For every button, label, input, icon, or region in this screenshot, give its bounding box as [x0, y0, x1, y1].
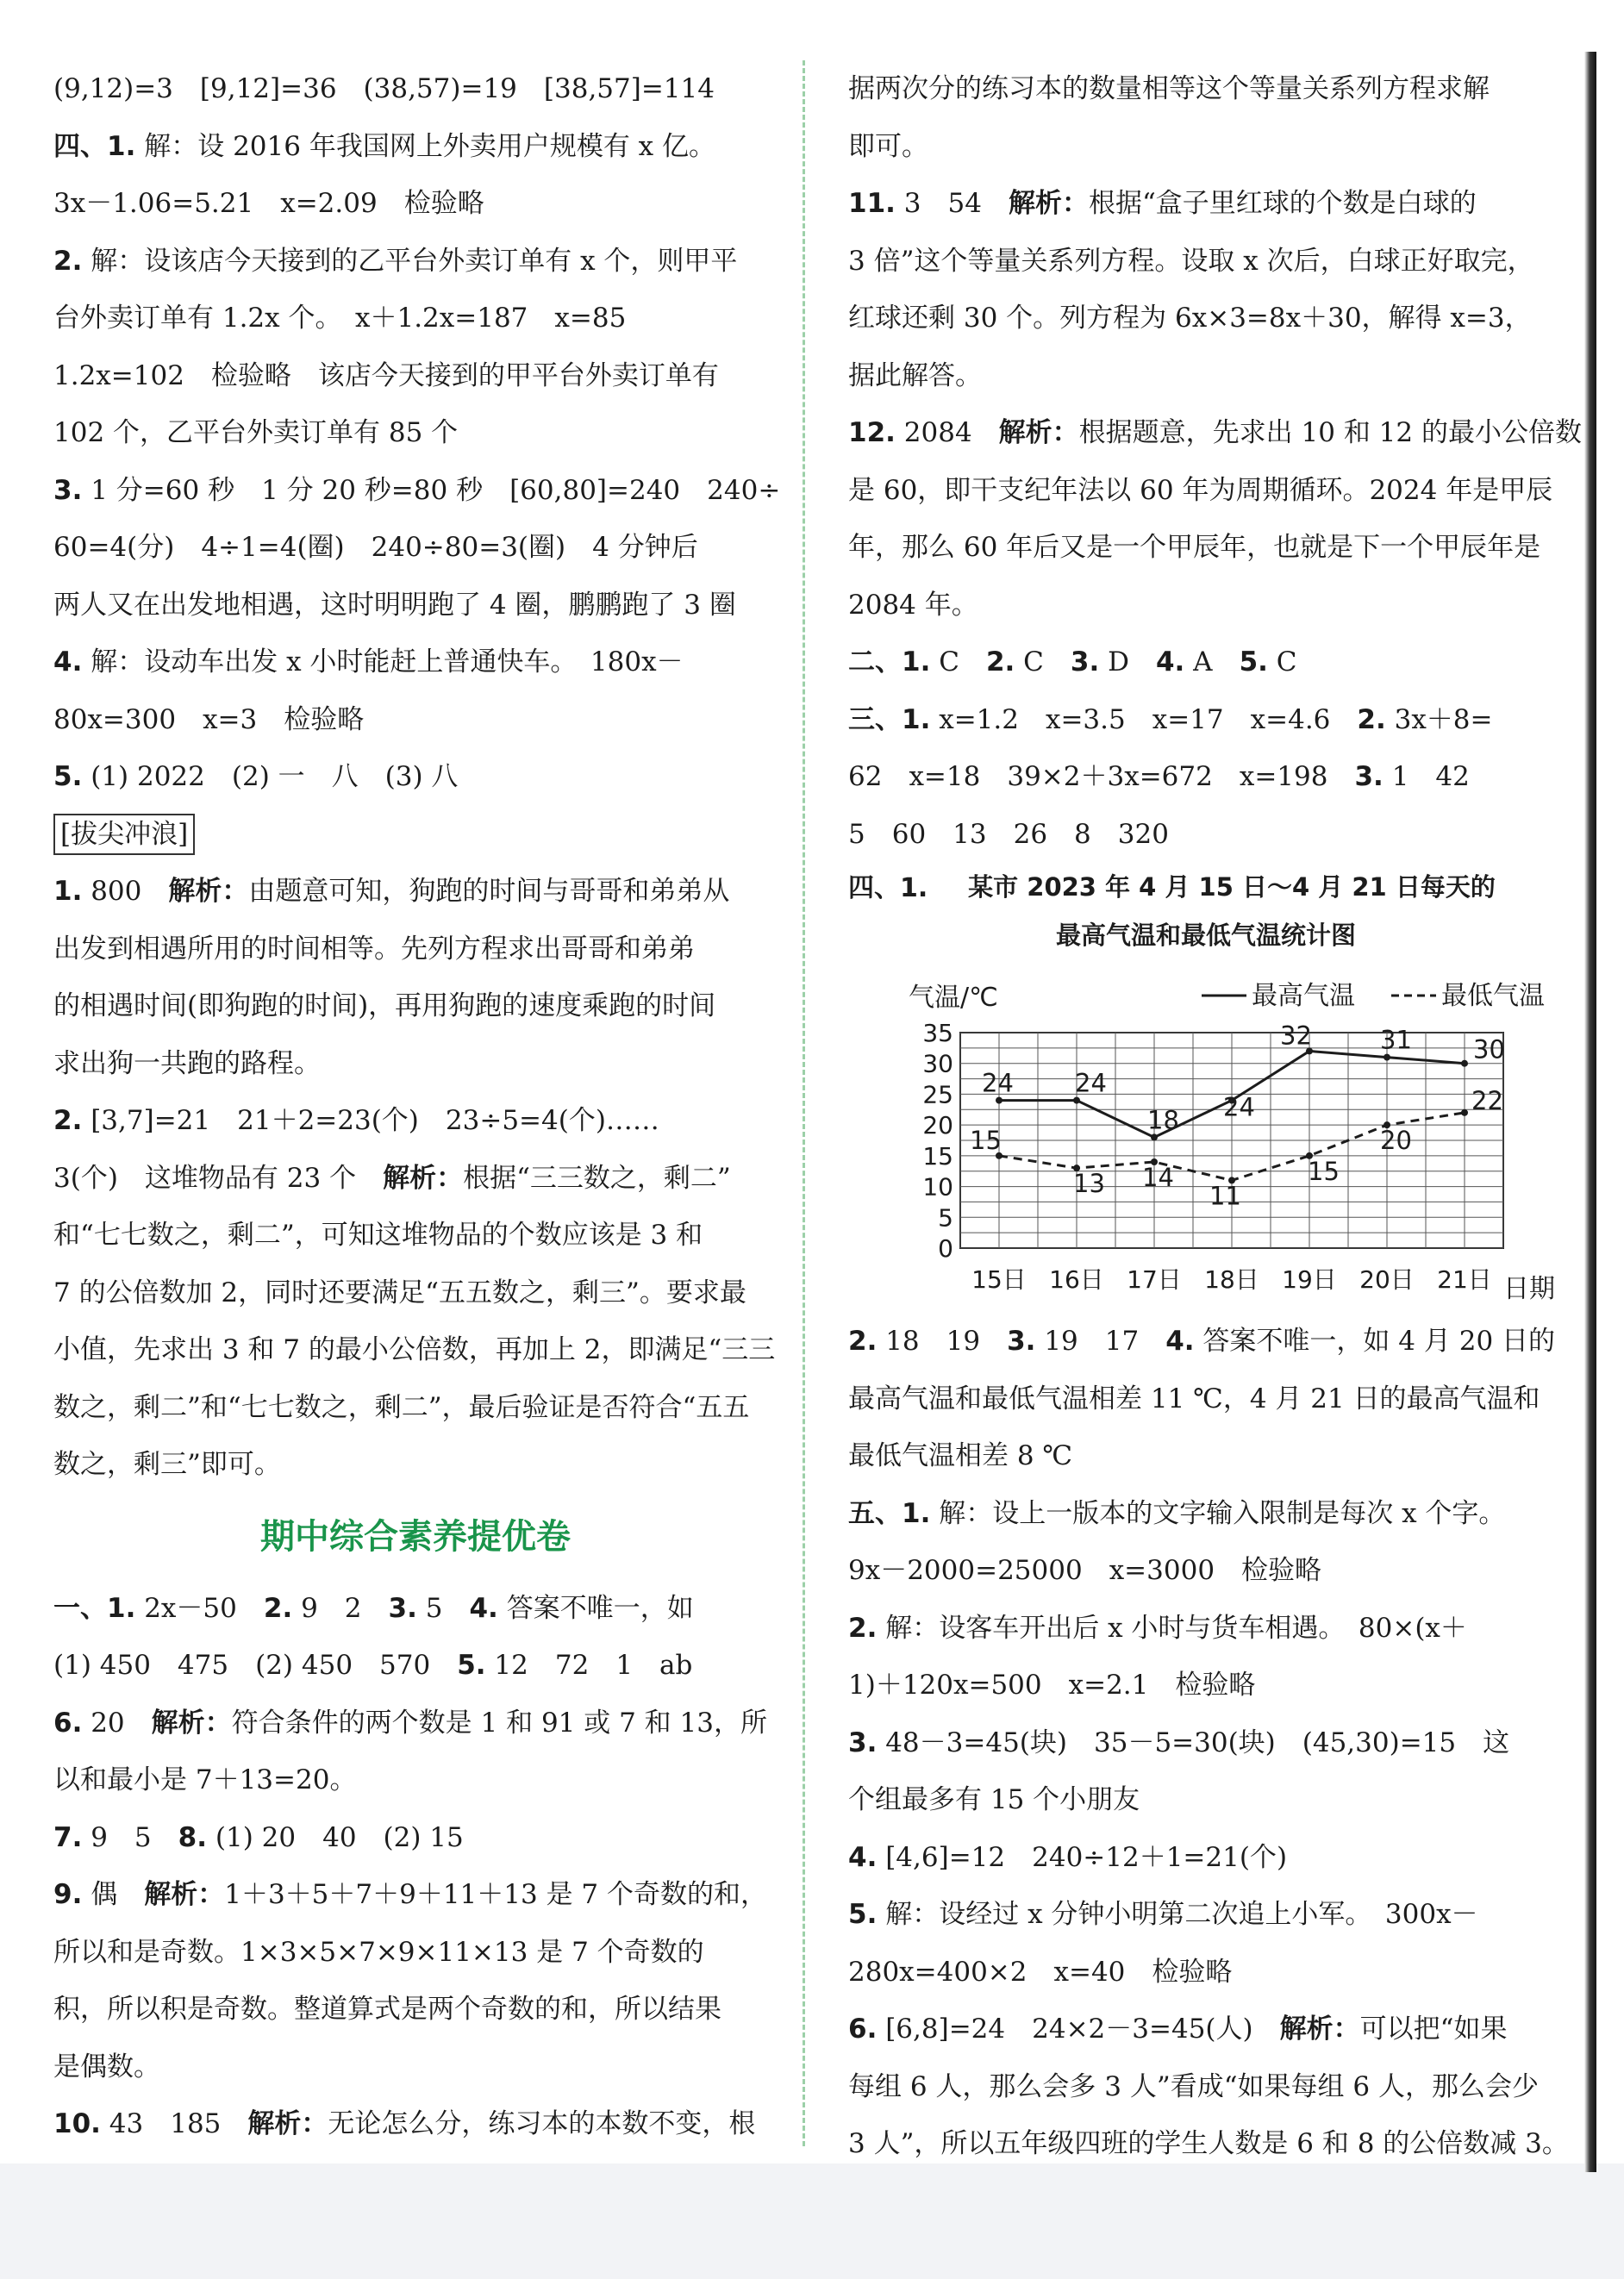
chart-y-axis-label: 气温/℃ [909, 983, 998, 1013]
answer-line: 1. 800 解析：由题意可知，狗跑的时间与哥哥和弟弟从 [53, 876, 730, 907]
answer-line: 11. 3 54 解析：根据“盒子里红球的个数是白球的 [848, 188, 1477, 219]
chart-y-tick-label: 20 [922, 1111, 953, 1140]
chart-data-label: 30 [1473, 1034, 1505, 1065]
answer-line: 3. 1 分=60 秒 1 分 20 秒=80 秒 [60,80]=240 240÷ [53, 474, 781, 506]
answer-line: 3x－1.06=5.21 x=2.09 检验略 [53, 188, 484, 219]
answer-line: 2. [3,7]=21 21＋2=23(个) 23÷5=4(个)…… [53, 1105, 659, 1136]
answer-line: 4. [4,6]=12 240÷12＋1=21(个) [848, 1841, 1288, 1873]
answer-line: 和“七七数之，剩二”，可知这堆物品的个数应该是 3 和 [53, 1220, 703, 1251]
right-column [848, 60, 1582, 2173]
chart-x-tick-label: 20日 [1359, 1265, 1415, 1294]
answer-line: 1)＋120x=500 x=2.1 检验略 [848, 1670, 1256, 1701]
answer-line: 红球还剩 30 个。列方程为 6x×3=8x＋30，解得 x=3， [848, 303, 1532, 334]
temperature-chart [848, 959, 1564, 1313]
chart-y-tick-label: 30 [922, 1049, 953, 1078]
answer-line: 台外卖订单有 1.2x 个。 x＋1.2x=187 x=85 [53, 303, 627, 334]
chart-data-point [1151, 1133, 1158, 1140]
answer-line: 7 的公倍数加 2，同时还要满足“五五数之，剩三”。要求最 [53, 1277, 746, 1308]
answer-line: 三、1. x=1.2 x=3.5 x=17 x=4.6 2. 3x＋8= [848, 703, 1493, 735]
answer-line: 年，那么 60 年后又是一个甲辰年，也就是下一个甲辰年是 [848, 532, 1541, 563]
answer-line: 9x－2000=25000 x=3000 检验略 [848, 1555, 1322, 1586]
chart-data-label: 20 [1380, 1126, 1412, 1156]
answer-line: 60=4(分) 4÷1=4(圈) 240÷80=3(圈) 4 分钟后 [53, 532, 698, 563]
chart-legend-label: 最高气温 [1252, 981, 1355, 1011]
answer-line: 所以和是奇数。1×3×5×7×9×11×13 是 7 个奇数的 [53, 1936, 704, 1968]
answer-line: 3(个) 这堆物品有 23 个 解析：根据“三三数之，剩二” [53, 1162, 731, 1194]
chart-data-label: 32 [1280, 1021, 1312, 1051]
chart-series [970, 1021, 1505, 1210]
answer-line: 3 人”，所以五年级四班的学生人数是 6 和 8 的公倍数减 3。 [848, 2128, 1569, 2159]
left-column [53, 60, 781, 2153]
answer-line: 12. 2084 解析：根据题意，先求出 10 和 12 的最小公倍数 [848, 417, 1582, 448]
answer-line: 是 60，即干支纪年法以 60 年为周期循环。2024 年是甲辰 [848, 474, 1553, 506]
chart-subtitle: 最高气温和最低气温统计图 [1055, 921, 1356, 950]
chart-x-axis-label: 日期 [1503, 1274, 1555, 1304]
chart-y-tick-label: 25 [922, 1080, 953, 1109]
answer-line: 是偶数。 [53, 2051, 160, 2082]
answer-line: 9. 偶 解析：1＋3＋5＋7＋9＋11＋13 是 7 个奇数的和， [53, 1879, 768, 1910]
answer-line: 6. [6,8]=24 24×2－3=45(人) 解析：可以把“如果 [848, 2014, 1508, 2045]
answer-line: 据此解答。 [848, 359, 982, 391]
chart-data-label: 24 [982, 1068, 1014, 1098]
chart-data-label: 15 [970, 1125, 1002, 1155]
chart-data-point [1073, 1097, 1080, 1104]
chart-data-label: 24 [1223, 1092, 1255, 1122]
answer-line: 据两次分的练习本的数量相等这个等量关系列方程求解 [848, 73, 1490, 104]
answer-line: 280x=400×2 x=40 检验略 [848, 1956, 1233, 1988]
answer-line: 最低气温相差 8 ℃ [848, 1440, 1073, 1471]
chart-y-tick-label: 5 [938, 1203, 953, 1233]
section-tag: [拔尖冲浪] [53, 814, 195, 855]
answer-line: 以和最小是 7＋13=20。 [53, 1764, 357, 1795]
answer-line: 的相遇时间(即狗跑的时间)，再用狗跑的速度乘跑的时间 [53, 990, 716, 1021]
chart-svg [848, 959, 1564, 1313]
answer-line: 个组最多有 15 个小朋友 [848, 1784, 1140, 1815]
answer-line: 一、1. 2x－50 2. 9 2 3. 5 4. 答案不唯一，如 [53, 1592, 694, 1624]
answer-line: 1.2x=102 检验略 该店今天接到的甲平台外卖订单有 [53, 359, 719, 391]
answer-line: 积，所以积是奇数。整道算式是两个奇数的和，所以结果 [53, 1994, 721, 2025]
chart-y-tick-label: 10 [922, 1172, 953, 1202]
chart-legend-label: 最低气温 [1441, 981, 1545, 1011]
answer-line: 数之，剩二”和“七七数之，剩二”，最后验证是否符合“五五 [53, 1391, 750, 1423]
answer-line: (1) 450 475 (2) 450 570 5. 12 72 1 ab [53, 1650, 693, 1681]
chart-x-tick-label: 15日 [971, 1265, 1027, 1294]
answer-line: 最高气温和最低气温相差 11 ℃，4 月 21 日的最高气温和 [848, 1383, 1540, 1414]
section-title: 期中综合素养提优卷 [260, 1516, 571, 1557]
answer-line: 两人又在出发地相遇，这时明明跑了 4 圈，鹏鹏跑了 3 圈 [53, 589, 736, 621]
chart-x-ticks [971, 1265, 1492, 1294]
answer-line: 四、1. 解：设 2016 年我国网上外卖用户规模有 x 亿。 [53, 130, 716, 162]
answer-line: 即可。 [848, 130, 928, 162]
chart-data-point [1384, 1054, 1390, 1061]
chart-data-label: 13 [1073, 1169, 1105, 1199]
answer-line: 出发到相遇所用的时间相等。先列方程求出哥哥和弟弟 [53, 933, 695, 965]
answer-line: 10. 43 185 解析：无论怎么分，练习本的本数不变，根 [53, 2108, 756, 2139]
answer-line: 2. 解：设该店今天接到的乙平台外卖订单有 x 个，则甲平 [53, 245, 738, 277]
chart-data-label: 24 [1075, 1068, 1107, 1098]
chart-question-line: 四、1. [848, 873, 928, 903]
chart-y-tick-label: 0 [938, 1234, 953, 1263]
chart-data-point [1461, 1109, 1468, 1116]
answer-line: 2. 解：设客车开出后 x 小时与货车相遇。 80×(x＋ [848, 1612, 1467, 1644]
chart-x-tick-label: 21日 [1437, 1265, 1492, 1294]
book-spine-shadow [1584, 52, 1596, 2172]
chart-data-label: 14 [1142, 1163, 1174, 1192]
answer-line: (9,12)=3 [9,12]=36 (38,57)=19 [38,57]=114 [53, 73, 715, 104]
answer-line: 102 个，乙平台外卖订单有 85 个 [53, 417, 459, 448]
chart-data-label: 31 [1380, 1025, 1412, 1055]
answer-line: 2. 18 19 3. 19 17 4. 答案不唯一，如 4 月 20 日的 [848, 1326, 1556, 1357]
chart-data-point [1461, 1060, 1468, 1067]
chart-data-point [996, 1097, 1003, 1104]
answer-line: 3 倍”这个等量关系列方程。设取 x 次后，白球正好取完， [848, 245, 1534, 277]
answer-line: 6. 20 解析：符合条件的两个数是 1 和 91 或 7 和 13，所 [53, 1707, 767, 1739]
column-divider [803, 60, 805, 2146]
answer-line: 4. 解：设动车出发 x 小时能赶上普通快车。 180x－ [53, 646, 684, 677]
section-tag-line [53, 806, 778, 864]
chart-data-label: 11 [1209, 1181, 1241, 1211]
chart-x-tick-label: 18日 [1204, 1265, 1259, 1294]
answer-line: 二、1. C 2. C 3. D 4. A 5. C [848, 646, 1297, 677]
answer-line: 5 60 13 26 8 320 [848, 818, 1169, 850]
answer-line: 62 x=18 39×2＋3x=672 x=198 3. 1 42 [848, 761, 1470, 792]
answer-line: 3. 48－3=45(块) 35－5=30(块) (45,30)=15 这 [848, 1726, 1510, 1758]
chart-x-tick-label: 17日 [1127, 1265, 1182, 1294]
answer-line: 5. 解：设经过 x 分钟小明第二次追上小军。 300x－ [848, 1899, 1478, 1930]
chart-grid [960, 1033, 1503, 1248]
answer-line: 7. 9 5 8. (1) 20 40 (2) 15 [53, 1821, 464, 1853]
answer-line: 数之，剩三”即可。 [53, 1449, 281, 1480]
answer-line: 小值，先求出 3 和 7 的最小公倍数，再加上 2，即满足“三三 [53, 1334, 776, 1365]
chart-title: 某市 2023 年 4 月 15 日～4 月 21 日每天的 [968, 872, 1496, 902]
chart-data-label: 22 [1471, 1085, 1503, 1115]
chart-x-tick-label: 19日 [1282, 1265, 1337, 1294]
chart-y-ticks [922, 1019, 953, 1263]
chart-data-label: 18 [1147, 1105, 1179, 1135]
page-bottom-shade [0, 2163, 1624, 2279]
chart-y-tick-label: 35 [922, 1019, 953, 1047]
chart-data-label: 15 [1308, 1156, 1340, 1186]
answer-line: 5. (1) 2022 (2) 一 八 (3) 八 [53, 761, 459, 792]
answer-line: 80x=300 x=3 检验略 [53, 703, 365, 735]
answer-line: 2084 年。 [848, 589, 978, 621]
chart-x-tick-label: 16日 [1049, 1265, 1104, 1294]
chart-legend [1202, 981, 1545, 1011]
answer-line: 求出狗一共跑的路程。 [53, 1047, 321, 1079]
answer-line: 五、1. 解：设上一版本的文字输入限制是每次 x 个字。 [848, 1497, 1506, 1529]
chart-y-tick-label: 15 [922, 1141, 953, 1171]
answer-line: 每组 6 人，那么会多 3 人”看成“如果每组 6 人，那么会少 [848, 2070, 1539, 2102]
